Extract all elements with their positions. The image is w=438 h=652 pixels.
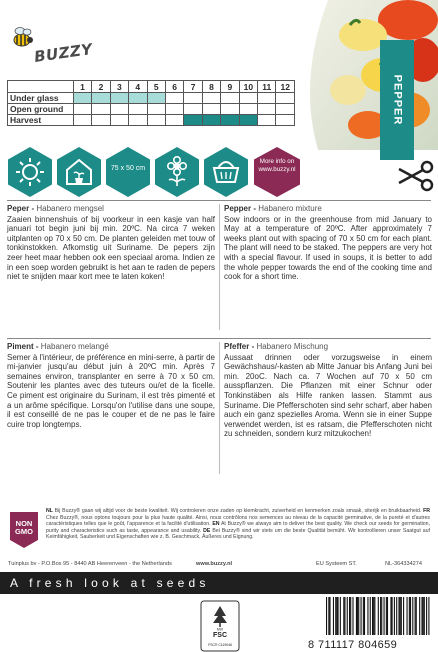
- footer-website[interactable]: www.buzzy.nl: [196, 561, 233, 567]
- barcode-number: 8 711117 804659: [308, 639, 398, 651]
- barcode-bar: [407, 597, 408, 635]
- barcode-bar: [328, 597, 329, 635]
- buzzy-logo: [6, 14, 94, 74]
- calendar-cell: [129, 104, 147, 115]
- calendar-cell: [258, 115, 276, 126]
- calendar-cell: [92, 104, 110, 115]
- calendar-cell: [147, 104, 165, 115]
- barcode-bar: [381, 597, 382, 635]
- barcode-bar: [364, 597, 365, 635]
- calendar-cell: [221, 115, 239, 126]
- month-cell: 1: [73, 81, 91, 93]
- calendar-cell: [184, 115, 202, 126]
- barcode-bar: [350, 597, 351, 635]
- barcode-bar: [412, 597, 413, 635]
- legal-tag: NL: [46, 508, 53, 514]
- barcode-bar: [421, 597, 422, 635]
- calendar-cell: [73, 104, 91, 115]
- month-cell: 4: [129, 81, 147, 93]
- calendar-cell: [73, 115, 91, 126]
- fsc-mix: MIX: [216, 627, 224, 632]
- calendar-cell: [239, 93, 257, 104]
- barcode-bar: [401, 597, 402, 635]
- fsc-logo: [200, 600, 240, 652]
- brand-name: BUZZY: [33, 40, 94, 66]
- calendar-cell: [73, 93, 91, 104]
- barcode-bar: [409, 597, 410, 635]
- barcode-bar: [373, 597, 374, 635]
- section-body: Semer à l'intérieur, de préférence en mini-serre, à partir de mi-janvier jusqu'au début juin à 20ºC min. Après 7 semaines environ, transplanter en serre à 70 x 50 cm. Soutenir les plantes avec des tuteurs ou/et de la ficelle. Ce piment est originaire du Surinam, il est très pimenté et a un arôme spécifique. Lorsqu'on l'utilise dans une soupe, il est conseillé de ne pas le couper et de ne pas le faire cuire trop longtemps.: [7, 352, 215, 429]
- barcode-bar: [370, 597, 371, 635]
- section-de: Pfeffer - Habanero Mischung Aussaat drinnen oder vorzugsweise in einem Gewächshaus/-kasten ab Mitte Januar bis Anfang Juni bei min. 20oC. Nach ca. 7 Wochen auf 70 x 50 cm ausspflanzen. Die Pflanzen mit einer Schnur oder Tonkinstäben als Hilfe ranken lassen. Stammt aus Suriname. Die Pfefferschoten sind sehr scharf, aber haben auch ein ganz spezielles Aroma. Wenn sie in einer Suppe verwendet werden, ist es ratsam, die Pfefferschoten nicht zu schneiden, sondern kurz mitzukochen!: [224, 342, 432, 439]
- barcode-bar: [410, 597, 411, 635]
- row-label: Under glass: [8, 93, 74, 104]
- barcode-bar: [384, 597, 385, 635]
- calendar-cell: [129, 115, 147, 126]
- more-info-label: More info on: [259, 158, 295, 165]
- row-label: Harvest: [8, 115, 74, 126]
- barcode-bar: [361, 597, 362, 635]
- section-body: Sow indoors or in the greenhouse from mid January to May at a temperature of 20ºC. After approximately 7 weeks plant out with spacing of 70 x 50 cm for each plant. The plant will need to be staked. The peppers are very hot with a special flavour. If used in soups, it is better to add the whole pepper towards the end of the cooking time and cook for a short time.: [224, 214, 432, 282]
- spacing-icon: [105, 146, 151, 198]
- legal-tag: EN: [212, 521, 220, 528]
- calendar-cell: [92, 93, 110, 104]
- calendar-cell: [221, 93, 239, 104]
- barcode-bar: [426, 597, 427, 635]
- non-gmo-line1: NON: [15, 519, 33, 528]
- barcode-bar: [363, 597, 364, 635]
- calendar-cell: [110, 93, 128, 104]
- tagline-bar: [0, 572, 438, 594]
- barcode-bar: [400, 597, 401, 635]
- calendar-cell: [165, 93, 183, 104]
- barcode-bar: [415, 597, 416, 635]
- calendar-cell: [129, 93, 147, 104]
- month-cell: 2: [92, 81, 110, 93]
- barcode-bar: [394, 597, 395, 635]
- barcode-bar: [378, 597, 379, 635]
- barcode-bar: [419, 597, 420, 635]
- barcode-bar: [386, 597, 387, 635]
- column-divider: [219, 342, 220, 474]
- cultivation-icons: [7, 146, 297, 198]
- barcode-bar: [390, 597, 391, 635]
- fsc-label: FSC: [213, 632, 227, 639]
- tagline-text: A fresh look at seeds: [10, 576, 210, 590]
- quality-statement: [46, 508, 430, 541]
- eu-system: EU Systeem ST.: [316, 561, 357, 567]
- month-cell: 3: [110, 81, 128, 93]
- month-cell: 11: [258, 81, 276, 93]
- calendar-row-open-ground: [8, 104, 295, 115]
- section-title: Piment: [7, 342, 34, 351]
- calendar-cell: [147, 115, 165, 126]
- legal-tag: FR: [423, 508, 431, 514]
- month-cell: 7: [184, 81, 202, 93]
- month-cell: 8: [202, 81, 220, 93]
- pepper-banner: [380, 40, 414, 160]
- more-info-badge[interactable]: [252, 146, 302, 198]
- barcode-bar: [358, 597, 359, 635]
- section-variety: Habanero mixture: [258, 204, 322, 213]
- barcode-bar: [367, 597, 368, 635]
- barcode-bar: [392, 597, 393, 635]
- section-en: Pepper - Habanero mixture Sow indoors or in the greenhouse from mid January to May at a temperature of 20ºC. After approximately 7 weeks plant out with spacing of 70 x 50 cm for each plant. The plant will need to be staked. The peppers are very hot with a special flavour. If used in soups, it is better to add the whole pepper towards the end of the cooking time and cook for a short time.: [224, 204, 432, 282]
- row-label: Open ground: [8, 104, 74, 115]
- barcode-bar: [349, 597, 350, 635]
- greenhouse-pot-icon: [56, 146, 102, 198]
- peppers-photo: [288, 0, 438, 150]
- calendar-cell: [258, 104, 276, 115]
- barcode-bar: [428, 597, 429, 635]
- barcode-bar: [343, 597, 344, 635]
- month-cell: 12: [276, 81, 295, 93]
- section-variety: Habanero Mischung: [256, 342, 329, 351]
- barcode-bar: [372, 597, 373, 635]
- barcode-bar: [326, 597, 327, 635]
- barcode-bar: [347, 597, 348, 635]
- calendar-cell: [239, 115, 257, 126]
- spacing-label: 75 x 50 cm: [110, 165, 146, 172]
- section-title: Pfeffer: [224, 342, 250, 351]
- calendar-cell: [202, 93, 220, 104]
- section-title: Pepper: [224, 204, 252, 213]
- column-divider: [219, 204, 220, 330]
- scissors-icon: [397, 159, 437, 193]
- banner-label: PEPPER: [391, 74, 404, 126]
- barcode-bar: [356, 597, 357, 635]
- barcode-bar: [357, 597, 358, 635]
- month-cell: 6: [165, 81, 183, 93]
- calendar-cell: [202, 104, 220, 115]
- company-address: Tuinplus bv - P.O.Box 95 - 8440 AB Heerenveen - the Netherlands: [8, 561, 172, 567]
- calendar-header-row: [8, 81, 295, 93]
- month-cell: 10: [239, 81, 257, 93]
- barcode-bar: [424, 597, 425, 635]
- harvest-basket-icon: [203, 146, 249, 198]
- flower-icon: [154, 146, 200, 198]
- section-title: Peper: [7, 204, 30, 213]
- barcode-bar: [340, 597, 341, 635]
- legal-text: Chez Buzzy®, nous optons toujours pour la plus haute qualité. Ainsi, nous contrôlons nos semences au niveau de la capacité germinative, de la pureté et d'autres caractéristiques telles que le goût, l'apparence et la facilité d'utilisation.: [46, 514, 430, 528]
- calendar-cell: [110, 115, 128, 126]
- calendar-cell: [258, 93, 276, 104]
- calendar-cell: [92, 115, 110, 126]
- barcode-bar: [335, 597, 336, 635]
- legal-tag: DE: [203, 527, 211, 534]
- barcode-bar: [329, 597, 330, 635]
- calendar-cell: [276, 93, 295, 104]
- divider: [7, 338, 431, 339]
- barcode-bar: [338, 597, 339, 635]
- barcode-bar: [333, 597, 334, 635]
- barcode-bar: [416, 597, 417, 635]
- legal-text: At Buzzy® we always aim to deliver the best quality. We check our seeds for germination, purity and characteristics such as taste, appearance and usability.: [46, 521, 430, 534]
- calendar-cell: [110, 104, 128, 115]
- fsc-code: FSC® C119046: [208, 643, 232, 647]
- calendar-cell: [184, 104, 202, 115]
- divider: [7, 200, 431, 201]
- more-info-url[interactable]: www.buzzy.nl: [258, 166, 296, 173]
- calendar-cell: [202, 115, 220, 126]
- nl-number: NL-364334274: [385, 561, 423, 567]
- legal-text: Bij Buzzy® gaan wij altijd voor de beste kwaliteit. Wij controleren onze zaden op kiemkracht, zuiverheid en kenmerken zoals smaak, siterijk en bruikbaarheid.: [54, 508, 422, 514]
- legal-text: Bei Buzzy® sind wir stets um die beste Qualität bemüht. Wir kontrollieren unser Saatgut auf Keimfähigkeit, Sauberkeit und Eigenschaften wie z. B. Geschmack, Äußeres und Eignung.: [46, 527, 430, 541]
- barcode-bar: [398, 597, 399, 635]
- calendar-row-harvest: [8, 115, 295, 126]
- barcode-bar: [380, 597, 381, 635]
- section-body: Aussaat drinnen oder vorzugsweise in einem Gewächshaus/-kasten ab Mitte Januar bis Anfang Juni bei min. 20oC. Nach ca. 7 Wochen auf 70 x 50 cm ausspflanzen. Die Pflanzen mit einer Schnur oder Tonkinstäben als Hilfe ranken lassen. Stammt aus Suriname. Die Pfefferschoten sind sehr scharf, aber haben auch ein ganz spezielles Aroma. Wenn sie in einer Suppe verwendet werden, ist es ratsam, die Pfefferschoten nicht zu schneiden, sondern kurz mitzukochen!: [224, 352, 432, 439]
- section-nl: Peper - Habanero mengsel Zaaien binnenshuis of bij voorkeur in een kasje van half januari tot begin juni bij min. 20ºC. Na circa 7 weken uitplanten op 70 x 50 cm. De planten geleiden met touw of tonkinstokken. Afkomstig uit Suriname. De pepers zijn zeer heet maar hebben ook een speciaal aroma. Indien ze in een soep worden gebruikt is het aan te raden de pepers niet te snijden maar kort mee te laten koken!: [7, 204, 215, 282]
- month-cell: 9: [221, 81, 239, 93]
- sun-icon: [7, 146, 53, 198]
- barcode-bar: [344, 597, 345, 635]
- section-variety: Habanero mengsel: [36, 204, 104, 213]
- calendar-cell: [165, 115, 183, 126]
- calendar-cell: [147, 93, 165, 104]
- section-fr: Piment - Habanero melangé Semer à l'intérieur, de préférence en mini-serre, à partir de mi-janvier jusqu'au début juin à 20ºC min. Après 7 semaines environ, transplanter en serre à 70 x 50 cm. Soutenir les plantes avec des tuteurs ou/et de la ficelle. Ce piment est originaire du Surinam, il est très pimenté et a un arôme spécifique. Lorsqu'on l'utilise dans une soupe, il est conseillé de ne pas le couper et de ne pas le faire cuire trop longtemps.: [7, 342, 215, 429]
- calendar-cell: [276, 115, 295, 126]
- sowing-calendar: [7, 80, 295, 126]
- calendar-row-under-glass: [8, 93, 295, 104]
- section-body: Zaaien binnenshuis of bij voorkeur in een kasje van half januari tot begin juni bij min. 20ºC. Na circa 7 weken uitplanten op 70 x 50 cm. De planten geleiden met touw of tonkinstokken. Afkomstig uit Suriname. De pepers zijn zeer heet maar hebben ook een speciaal aroma. Indien ze in een soep worden gebruikt is het aan te raden de pepers niet te snijden maar kort mee te laten koken!: [7, 214, 215, 282]
- barcode-bar: [403, 597, 404, 635]
- barcode-bar: [387, 597, 388, 635]
- section-variety: Habanero melangé: [40, 342, 109, 351]
- calendar-cell: [165, 104, 183, 115]
- barcode-bar: [396, 597, 397, 635]
- barcode-bar: [423, 597, 424, 635]
- barcode-bar: [352, 597, 353, 635]
- footer-info: [0, 560, 438, 570]
- barcode-bar: [374, 597, 375, 635]
- month-cell: 5: [147, 81, 165, 93]
- calendar-cell: [184, 93, 202, 104]
- calendar-cell: [221, 104, 239, 115]
- calendar-cell: [276, 104, 295, 115]
- barcode-bar: [336, 597, 337, 635]
- calendar-cell: [239, 104, 257, 115]
- non-gmo-badge: [8, 510, 40, 550]
- non-gmo-line2: GMO: [15, 527, 33, 536]
